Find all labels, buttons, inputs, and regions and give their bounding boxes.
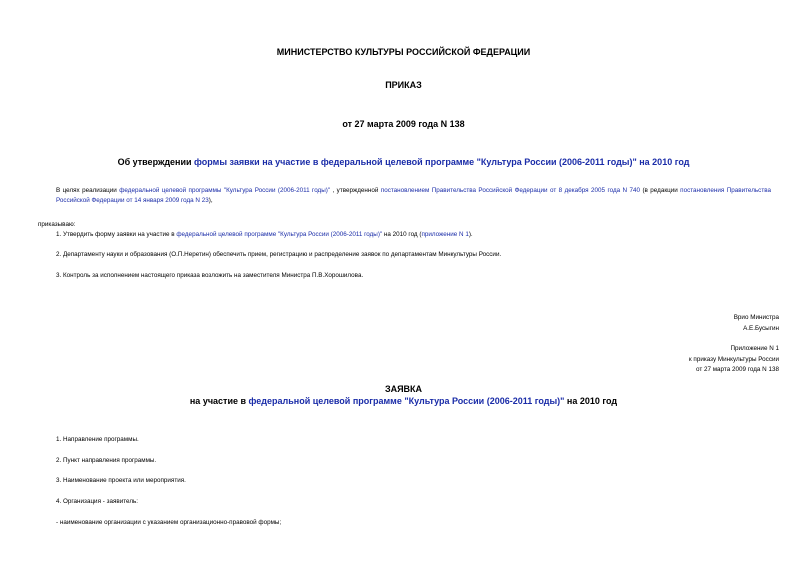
ministry-heading: МИНИСТЕРСТВО КУЛЬТУРЫ РОССИЙСКОЙ ФЕДЕРАЦИИ <box>276 47 531 57</box>
preamble-link-program[interactable]: федеральной целевой программы "Культура России (2006-2011 годы)" <box>119 187 331 194</box>
zayavka-sub-link[interactable]: федеральной целевой программе "Культура России (2006-2011 годы)" <box>248 396 565 406</box>
title-link[interactable]: формы заявки на участие в федеральной целевой программе "Культура России (2006-2011 годы)" на 2010 год <box>194 157 690 167</box>
item1-text-c: ). <box>468 231 473 238</box>
zayavka-title: ЗАЯВКА <box>384 384 423 394</box>
item1-text-a: 1. Утвердить форму заявки на участие в <box>56 231 177 238</box>
order-item-2: 2. Департаменту науки и образования (О.П.Неретин) обеспечить прием, регистрацию и распределение заявок по департаментам Минкультуры России. <box>56 251 502 258</box>
preamble-link-decree-23[interactable]: постановления Правительства Российской Федерации от 14 января 2009 года N 23 <box>56 187 771 204</box>
zayavka-sub-text-b: на 2010 год <box>564 396 618 406</box>
title-prefix: Об утверждении <box>117 157 195 167</box>
document-title <box>0 157 807 167</box>
appendix-line-1: Приложение N 1 <box>730 345 779 352</box>
order-item-1 <box>56 230 473 240</box>
date-number-heading: от 27 марта 2009 года N 138 <box>342 119 465 129</box>
appendix-line-3: от 27 марта 2009 года N 138 <box>695 366 779 373</box>
order-item-3: 3. Контроль за исполнением настоящего приказа возложить на заместителя Министра П.В.Хорошилова. <box>56 272 364 279</box>
zayavka-subtitle <box>0 396 807 406</box>
form-item: 1. Направление программы. <box>56 436 139 443</box>
preamble-text-1: В целях реализации <box>56 187 120 194</box>
appendix-line-2: к приказу Минкультуры России <box>688 355 779 363</box>
preamble-link-decree-740[interactable]: постановлением Правительства Российской Федерации от 8 декабря 2005 года N 740 <box>380 187 641 194</box>
form-item: 3. Наименование проекта или мероприятия. <box>56 477 186 484</box>
preamble-text-4: ), <box>208 197 213 204</box>
zayavka-sub-text-a: на участие в <box>189 396 249 406</box>
signature-block <box>734 313 779 334</box>
form-item: - наименование организации с указанием организационно-правовой формы; <box>56 519 282 526</box>
form-item: 2. Пункт направления программы. <box>56 457 157 464</box>
preamble-text-3: (в редакции <box>640 187 681 194</box>
signature-role: Врио Министра <box>733 314 779 321</box>
item1-text-b: на 2010 год ( <box>382 231 422 238</box>
form-item: 4. Организация - заявитель: <box>56 498 139 505</box>
prikazyvayu-text: приказываю: <box>38 221 76 228</box>
item1-link-program[interactable]: федеральной целевой программе "Культура России (2006-2011 годы)" <box>176 231 383 238</box>
preamble-text-2: , утвержденной <box>330 187 381 194</box>
signature-name: А.Е.Бусыгин <box>743 324 779 332</box>
appendix-reference <box>689 344 779 376</box>
doc-type-heading: ПРИКАЗ <box>385 80 422 90</box>
item1-link-appendix[interactable]: приложение N 1 <box>421 231 469 238</box>
preamble-paragraph <box>56 186 771 206</box>
